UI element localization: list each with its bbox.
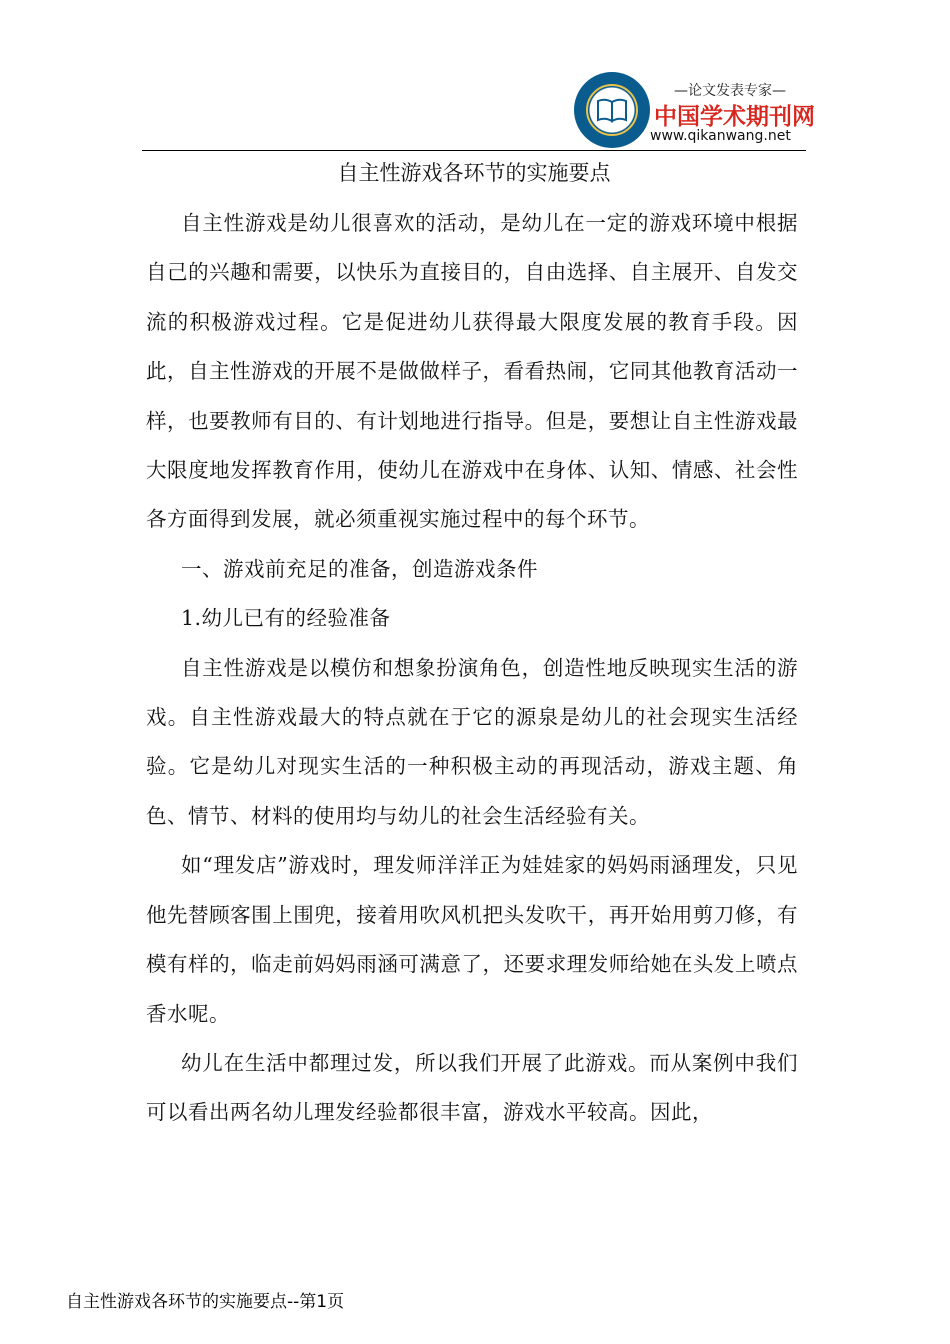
subsection-heading: 1.幼儿已有的经验准备 (181, 606, 391, 631)
document-body (146, 199, 798, 1138)
paragraph: 幼儿在生活中都理过发，所以我们开展了此游戏。而从案例中我们可以看出两名幼儿理发经验都很丰富，游戏水平较高。因此， (146, 1050, 798, 1125)
logo-tagline: —论文发表专家— (674, 83, 786, 99)
logo-brand-name: 中国学术期刊网 (654, 104, 815, 130)
document-title: 自主性游戏各环节的实施要点 (337, 161, 611, 185)
seal-emblem (574, 72, 650, 148)
logo-url: www.qikanwang.net (650, 128, 791, 144)
paragraph: 如“理发店”游戏时，理发师洋洋正为娃娃家的妈妈雨涵理发，只见他先替顾客围上围兜，接着用吹风机把头发吹干，再开始用剪刀修，有模有样的，临走前妈妈雨涵可满意了，还要求理发师给她在头发上喷点香水呢。 (146, 853, 798, 1026)
paragraph: 自主性游戏是以模仿和想象扮演角色，创造性地反映现实生活的游戏。自主性游戏最大的特点就在于它的源泉是幼儿的社会现实生活经验。它是幼儿对现实生活的一种积极主动的再现活动，游戏主题、角色、情节、材料的使用均与幼儿的社会生活经验有关。 (146, 655, 798, 828)
header-divider (142, 150, 806, 151)
paragraph: 自主性游戏是幼儿很喜欢的活动，是幼儿在一定的游戏环境中根据自己的兴趣和需要，以快乐为直接目的，自由选择、自主展开、自发交流的积极游戏过程。它是促进幼儿获得最大限度发展的教育手段。因此，自主性游戏的开展不是做做样子，看看热闹，它同其他教育活动一样，也要教师有目的、有计划地进行指导。但是，要想让自主性游戏最大限度地发挥教育作用，使幼儿在游戏中在身体、认知、情感、社会性各方面得到发展，就必须重视实施过程中的每个环节。 (146, 211, 798, 532)
site-logo (570, 68, 815, 150)
page-footer: 自主性游戏各环节的实施要点--第1页 (66, 1292, 345, 1312)
book-icon (596, 97, 628, 123)
section-heading: 一、游戏前充足的准备，创造游戏条件 (181, 556, 538, 581)
